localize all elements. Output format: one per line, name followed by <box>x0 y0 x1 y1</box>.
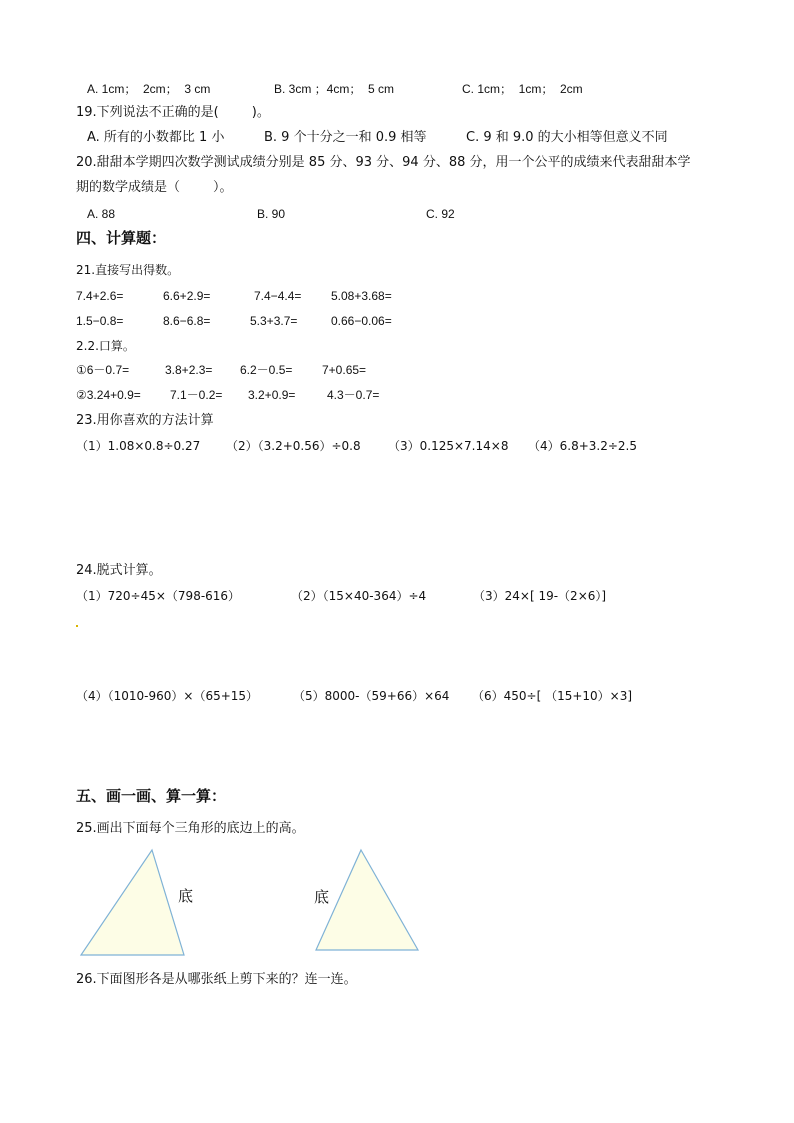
q19-option-b: B. 9 个十分之一和 0.9 相等 <box>264 130 427 145</box>
q22-r2-c2: 7.1－0.2= <box>170 388 223 402</box>
q22-stem: 2.2.口算。 <box>76 339 135 353</box>
q18-option-c: C. 1cm； 1cm； 2cm <box>462 82 583 96</box>
q23-item-2: （2）（3.2+0.56）÷0.8 <box>226 439 361 453</box>
q21-r2-c1: 1.5−0.8= <box>76 314 124 328</box>
q20-line1: 20.甜甜本学期四次数学测试成绩分别是 85 分、93 分、94 分、88 分，用一个公平的成绩来代表甜甜本学 <box>76 155 691 170</box>
q18-option-b: B. 3cm ；4cm； 5 cm <box>274 82 395 96</box>
q21-r2-c3: 5.3+3.7= <box>250 314 298 328</box>
triangle-1-shape <box>81 850 184 955</box>
q21-r2-c2: 8.6−6.8= <box>163 314 211 328</box>
q26-stem: 26.下面图形各是从哪张纸上剪下来的？连一连。 <box>76 972 357 987</box>
q22-r1-c4: 7+0.65= <box>322 363 367 377</box>
q19-option-a: A. 所有的小数都比 1 小 <box>87 130 225 145</box>
q20-option-a: A. 88 <box>87 207 116 221</box>
q21-r1-c1: 7.4+2.6= <box>76 289 124 303</box>
q20-option-c: C. 92 <box>426 207 455 221</box>
q19-option-c: C. 9 和 9.0 的大小相等但意义不同 <box>466 130 668 145</box>
section4-title: 四、计算题： <box>76 229 167 247</box>
q22-r2-c1: ②3.24+0.9= <box>76 388 141 402</box>
q21-r2-c4: 0.66−0.06= <box>331 314 392 328</box>
q23-item-4: （4）6.8+3.2÷2.5 <box>528 439 637 453</box>
q23-item-3: （3）0.125×7.14×8 <box>388 439 509 453</box>
q24-stem: 24.脱式计算。 <box>76 563 162 578</box>
q22-r1-c2: 3.8+2.3= <box>165 363 213 377</box>
q22-r1-c1: ①6－0.7= <box>76 363 130 377</box>
q21-r1-c2: 6.6+2.9= <box>163 289 211 303</box>
q24-item-5: （5）8000-（59+66）×64 <box>293 689 450 703</box>
q20-option-b: B. 90 <box>257 207 286 221</box>
q21-r1-c4: 5.08+3.68= <box>331 289 392 303</box>
q20-line2: 期的数学成绩是（ ）。 <box>76 180 233 195</box>
q22-r2-c3: 3.2+0.9= <box>248 388 296 402</box>
q25-stem: 25.画出下面每个三角形的底边上的高。 <box>76 821 305 836</box>
triangle-1-base-label: 底 <box>178 887 194 905</box>
q23-stem: 23.用你喜欢的方法计算 <box>76 413 214 428</box>
q21-stem: 21.直接写出得数。 <box>76 263 180 277</box>
triangle-2-shape <box>316 850 418 950</box>
q24-item-1: （1）720÷45×（798-616） <box>76 589 241 603</box>
q21-r1-c3: 7.4−4.4= <box>254 289 302 303</box>
decorative-dot <box>76 625 78 627</box>
q24-item-4: （4）（1010-960）×（65+15） <box>76 689 259 703</box>
q22-r2-c4: 4.3－0.7= <box>327 388 380 402</box>
q24-item-3: （3）24×[ 19-（2×6）] <box>473 589 607 603</box>
triangle-2-base-label: 底 <box>314 888 330 906</box>
q23-item-1: （1）1.08×0.8÷0.27 <box>76 439 201 453</box>
q22-r1-c3: 6.2－0.5= <box>240 363 293 377</box>
q19-stem: 19.下列说法不正确的是( )。 <box>76 105 270 120</box>
q18-option-a: A. 1cm； 2cm； 3 cm <box>87 82 211 96</box>
section5-title: 五、画一画、算一算： <box>76 787 227 805</box>
q24-item-6: （6）450÷[ （15+10）×3] <box>472 689 633 703</box>
q24-item-2: （2）（15×40-364）÷4 <box>291 589 427 603</box>
